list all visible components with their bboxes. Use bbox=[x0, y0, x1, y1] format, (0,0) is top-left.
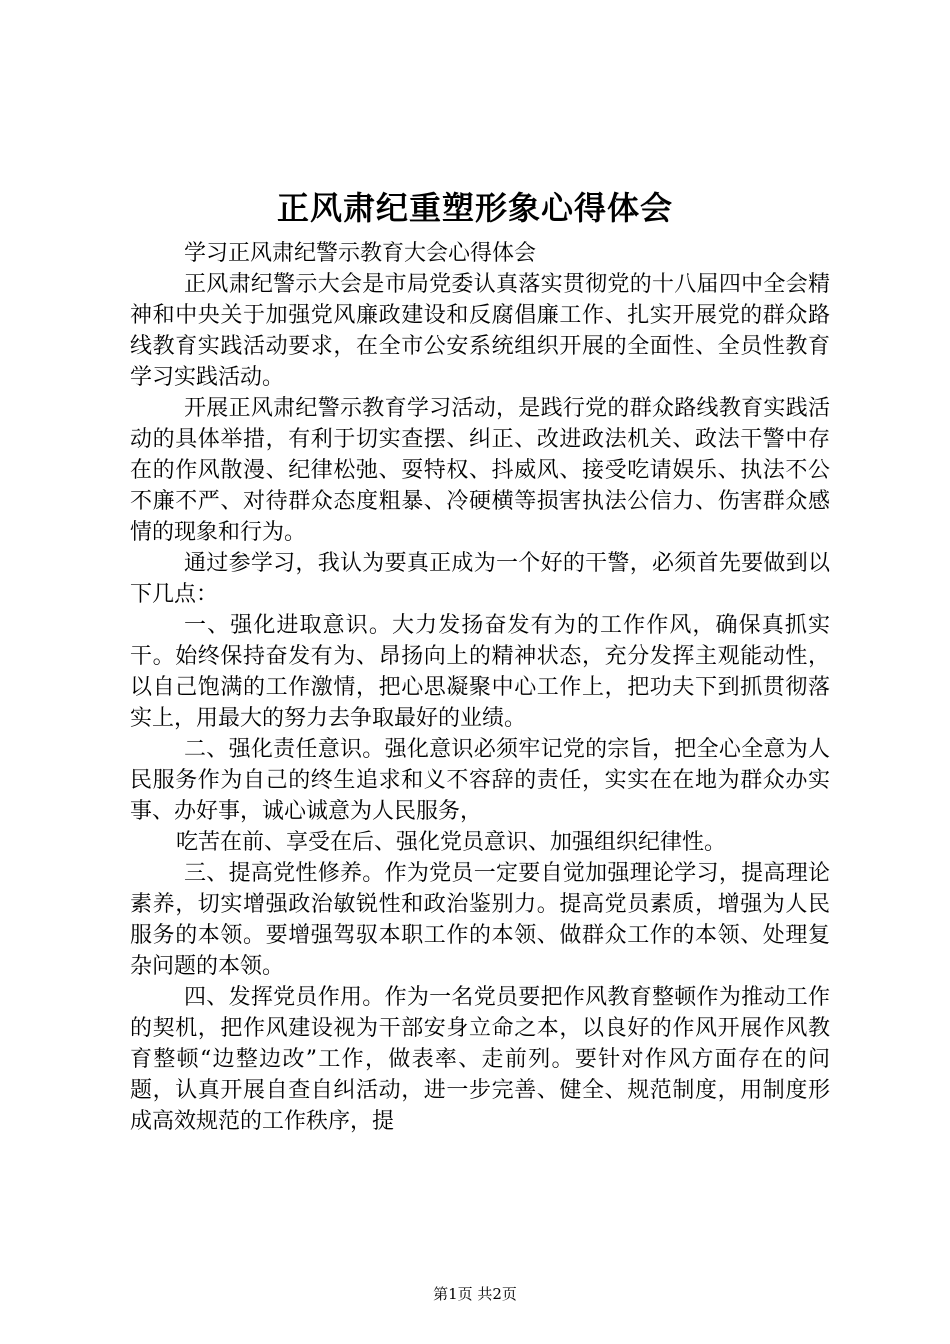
body-paragraph: 四、发挥党员作用。作为一名党员要把作风教育整顿作为推动工作的契机，把作风建设视为干部安身立命之本，以良好的作风开展作风教育整顿“边整边改”工作，做表率、走前列。要针对作风方面存在的问题，认真开展自查自纠活动，进一步完善、健全、规范制度，用制度形成高效规范的工作秩序，提 bbox=[130, 985, 830, 1134]
body-paragraph: 正风肃纪警示大会是市局党委认真落实贯彻党的十八届四中全会精神和中央关于加强党风廉政建设和反腐倡廉工作、扎实开展党的群众路线教育实践活动要求，在全市公安系统组织开展的全面性、全员性教育学习实践活动。 bbox=[130, 272, 830, 390]
subtitle-paragraph: 学习正风肃纪警示教育大会心得体会 bbox=[184, 241, 537, 266]
document-body bbox=[130, 238, 830, 1137]
document-title: 正风肃纪重塑形象心得体会 bbox=[276, 189, 673, 227]
body-paragraph: 吃苦在前、享受在后、强化党员意识、加强组织纪律性。 bbox=[176, 830, 727, 855]
page-number-footer: 第1页 共2页 bbox=[433, 1285, 517, 1303]
body-paragraph: 通过参学习，我认为要真正成为一个好的干警，必须首先要做到以下几点： bbox=[130, 551, 830, 607]
body-paragraph: 三、提高党性修养。作为党员一定要自觉加强理论学习，提高理论素养，切实增强政治敏锐性和政治鉴别力。提高党员素质，增强为人民服务的本领。要增强驾驭本职工作的本领、做群众工作的本领、处理复杂问题的本领。 bbox=[130, 861, 830, 979]
body-paragraph: 一、强化进取意识。大力发扬奋发有为的工作作风，确保真抓实干。始终保持奋发有为、昂扬向上的精神状态，充分发挥主观能动性，以自己饱满的工作激情，把心思凝聚中心工作上，把功夫下到抓贯彻落实上，用最大的努力去争取最好的业绩。 bbox=[130, 613, 830, 731]
body-paragraph: 开展正风肃纪警示教育学习活动，是践行党的群众路线教育实践活动的具体举措，有利于切实查摆、纠正、改进政法机关、政法干警中存在的作风散漫、纪律松弛、耍特权、抖威风、接受吃请娱乐、执法不公不廉不严、对待群众态度粗暴、冷硬横等损害执法公信力、伤害群众感情的现象和行为。 bbox=[130, 396, 830, 545]
body-paragraph: 二、强化责任意识。强化意识必须牢记党的宗旨，把全心全意为人民服务作为自己的终生追求和义不容辞的责任，实实在在地为群众办实事、办好事，诚心诚意为人民服务， bbox=[130, 737, 830, 824]
